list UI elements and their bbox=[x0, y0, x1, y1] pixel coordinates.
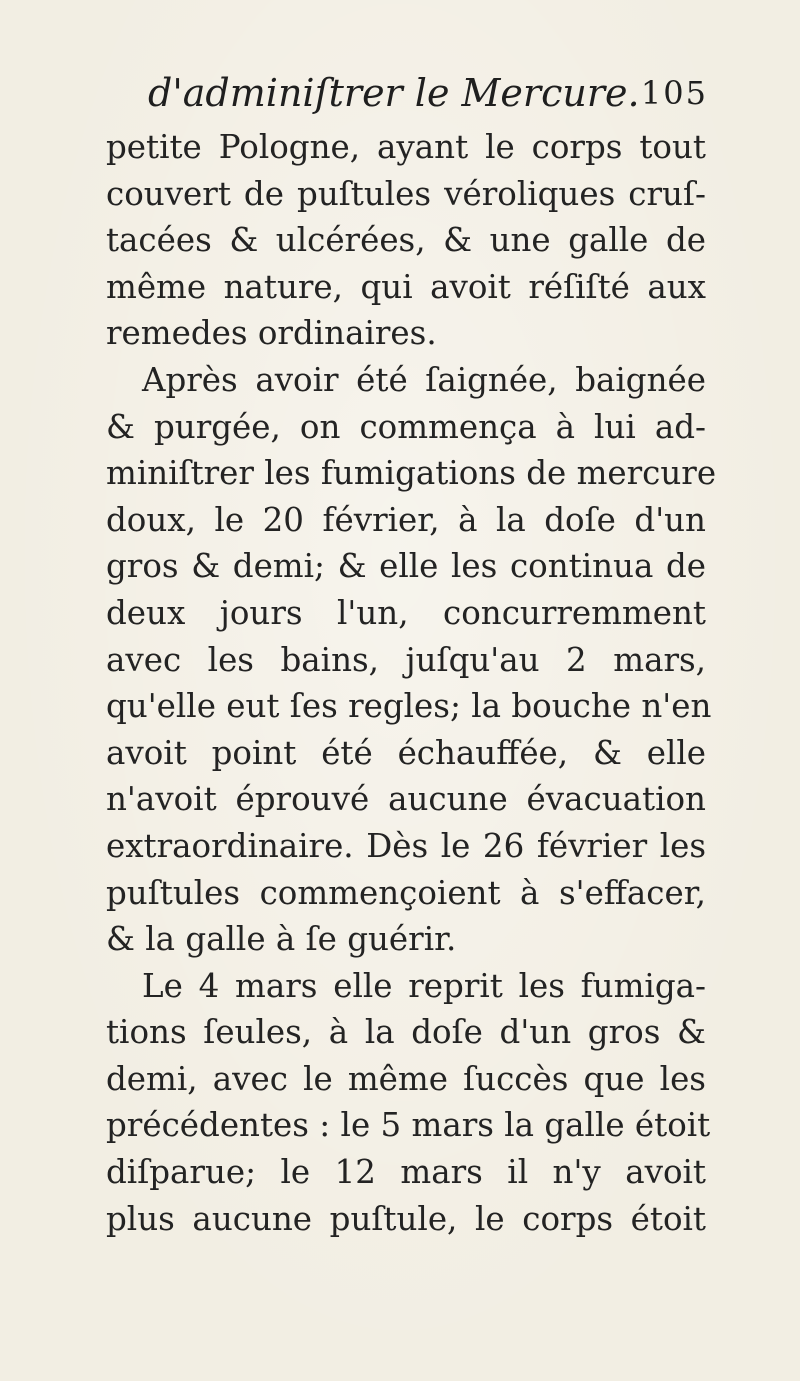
text-line: doux, le 20 février, à la doſe d'un bbox=[106, 500, 706, 539]
text-line: plus aucune puſtule, le corps étoit bbox=[106, 1199, 706, 1238]
text-line: Le 4 mars elle reprit les fumiga- bbox=[142, 966, 706, 1005]
text-line: précédentes : le 5 mars la galle étoit bbox=[106, 1106, 711, 1145]
text-line: même nature, qui avoit réſiſté aux bbox=[106, 267, 706, 306]
running-title: d'adminiſtrer le Mercure. bbox=[148, 71, 640, 115]
text-line: extraordinaire. Dès le 26 février les bbox=[106, 826, 706, 865]
text-line: remedes ordinaires. bbox=[106, 314, 437, 353]
text-line: diſparue; le 12 mars il n'y avoit bbox=[106, 1153, 706, 1192]
text-line: avec les bains, juſqu'au 2 mars, bbox=[106, 640, 706, 679]
page-number: 105 bbox=[640, 74, 708, 112]
text-line: deux jours l'un, concurremment bbox=[106, 593, 706, 632]
text-line: tions ſeules, à la doſe d'un gros & bbox=[106, 1013, 706, 1052]
text-line: & la galle à ſe guérir. bbox=[106, 920, 457, 959]
text-line: & purgée, on commença à lui ad- bbox=[106, 407, 706, 446]
text-line: qu'elle eut ſes regles; la bouche n'en bbox=[106, 687, 712, 726]
running-head bbox=[148, 68, 708, 118]
text-line: n'avoit éprouvé aucune évacuation bbox=[106, 780, 706, 819]
text-line: Après avoir été ſaignée, baignée bbox=[142, 360, 706, 399]
text-line: puſtules commençoient à s'effacer, bbox=[106, 873, 706, 912]
text-line: miniſtrer les fumigations de mercure bbox=[106, 454, 717, 493]
body-text bbox=[106, 124, 717, 1242]
text-line: demi, avec le même ſuccès que les bbox=[106, 1059, 706, 1098]
text-line: gros & demi; & elle les continua de bbox=[106, 547, 706, 586]
text-line: couvert de puſtules véroliques cruſ- bbox=[106, 174, 706, 213]
text-line: tacées & ulcérées, & une galle de bbox=[106, 221, 706, 260]
text-line: avoit point été échauffée, & elle bbox=[106, 733, 706, 772]
text-line: petite Pologne, ayant le corps tout bbox=[106, 128, 706, 166]
